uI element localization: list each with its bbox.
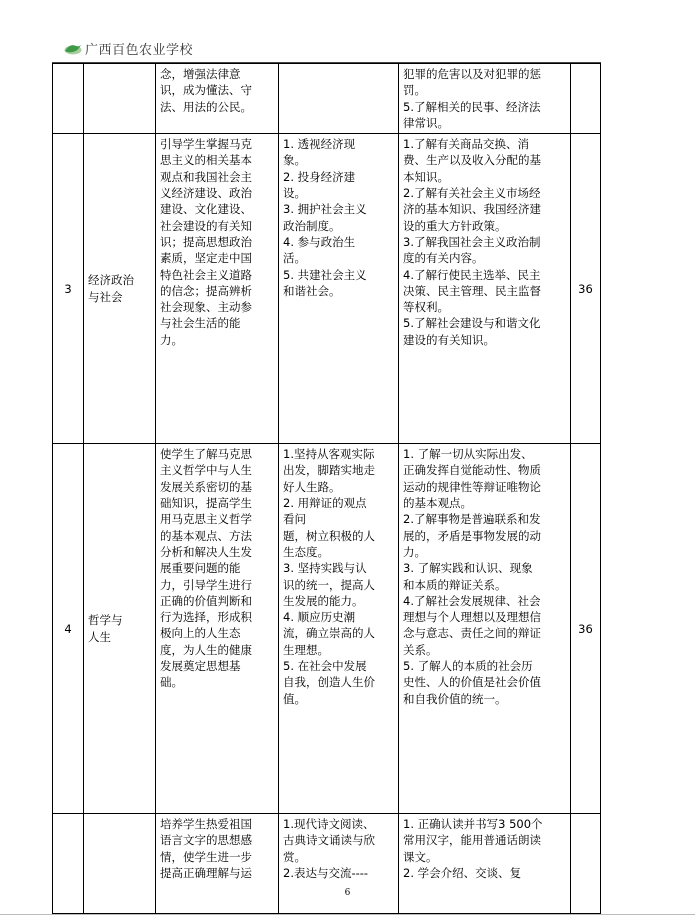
text-line: 2.了解有关社会主义市场经 bbox=[403, 186, 541, 201]
cell-requirements bbox=[399, 444, 571, 814]
cell-teaching-goal bbox=[156, 814, 279, 914]
text-line: 提高正确理解与运 bbox=[160, 866, 252, 881]
text-line: 济的基本知识、我国经济建 bbox=[403, 202, 541, 217]
text-line: 5.了解相关的民事、经济法 bbox=[403, 99, 541, 114]
text-line: 用马克思主义哲学 bbox=[160, 512, 252, 527]
cell-hours bbox=[571, 64, 601, 134]
text-line: 义经济建设、政治 bbox=[160, 186, 252, 201]
text-line: 流，确立崇高的人 bbox=[283, 626, 375, 641]
cell-requirements bbox=[399, 814, 571, 914]
text-line: 3.了解我国社会主义政治制 bbox=[403, 234, 541, 249]
text-line: 展的，矛盾是事物发展的动 bbox=[403, 528, 541, 543]
text-line: 发展奠定思想基 bbox=[160, 659, 241, 674]
text-line: 活。 bbox=[283, 251, 306, 266]
cell-course-name bbox=[84, 64, 156, 134]
text-line: 史性、人的价值是社会价值 bbox=[403, 675, 541, 690]
text-line: 主义哲学中与人生 bbox=[160, 463, 252, 478]
cell-teaching-goal bbox=[156, 134, 279, 444]
text-line: 展重要问题的能 bbox=[160, 561, 241, 576]
school-name: 广西百色农业学校 bbox=[85, 42, 194, 58]
text-line: 政治制度。 bbox=[283, 218, 341, 233]
text-line: 识，成为懂法、守 bbox=[160, 83, 252, 98]
text-line: 1.坚持从客观实际 bbox=[283, 447, 375, 462]
text-line: 念与意志、责任之间的辩证 bbox=[403, 626, 541, 641]
page-bottom-rule bbox=[0, 914, 695, 915]
text-line: 思主义的相关基本 bbox=[160, 153, 252, 168]
text-line: 识；提高思想政治 bbox=[160, 234, 252, 249]
text-line: 4. 参与政治生 bbox=[283, 234, 356, 249]
text-line: 设的重大方针政策。 bbox=[403, 218, 507, 233]
text-line: 5.了解社会建设与和谐文化 bbox=[403, 316, 541, 331]
text-line: 和自我价值的统一。 bbox=[403, 691, 507, 706]
text-line: 与社会生活的能 bbox=[160, 316, 241, 331]
text-line: 度，为人生的健康 bbox=[160, 642, 252, 657]
text-line: 赏。 bbox=[283, 849, 306, 864]
text-line: 2.表达与交流---- bbox=[283, 866, 369, 881]
text-line: 法、用法的公民。 bbox=[160, 99, 252, 114]
text-line: 1. 了解一切从实际出发、 bbox=[403, 447, 533, 462]
text-line: 5. 在社会中发展 bbox=[283, 659, 367, 674]
text-line: 的信念；提高辨析 bbox=[160, 283, 252, 298]
page-number: 6 bbox=[344, 888, 351, 898]
text-line: 决策、民主管理、民主监督 bbox=[403, 283, 541, 298]
text-line: 4.了解社会发展规律、社会 bbox=[403, 593, 541, 608]
text-line: 使学生了解马克思 bbox=[160, 447, 252, 462]
cell-requirements bbox=[399, 64, 571, 134]
text-line: 等权利。 bbox=[403, 300, 449, 315]
cell-teaching-goal bbox=[156, 444, 279, 814]
text-line: 语言文字的思想感 bbox=[160, 833, 252, 848]
text-line: 建设、文化建设、 bbox=[160, 202, 252, 217]
text-line: 看问 bbox=[283, 512, 306, 527]
text-line: 正确的价值判断和 bbox=[160, 593, 252, 608]
text-line: 常用汉字，能用普通话朗读 bbox=[403, 833, 541, 848]
text-line: 人生 bbox=[88, 629, 111, 644]
cell-hours: 36 bbox=[571, 444, 601, 814]
cell-topics bbox=[279, 64, 399, 134]
text-line: 自我，创造人生价 bbox=[283, 675, 375, 690]
text-line: 和谐社会。 bbox=[283, 283, 341, 298]
text-line: 生发展的能力。 bbox=[283, 593, 364, 608]
cell-course-name bbox=[84, 814, 156, 914]
cell-topics bbox=[279, 134, 399, 444]
cell-requirements bbox=[399, 134, 571, 444]
text-line: 引导学生掌握马克 bbox=[160, 137, 252, 152]
cell-index: 3 bbox=[53, 134, 84, 444]
text-line: 1. 透视经济现 bbox=[283, 137, 356, 152]
text-line: 出发，脚踏实地走 bbox=[283, 463, 375, 478]
text-line: 社会现象、主动参 bbox=[160, 300, 252, 315]
text-line: 发展关系密切的基 bbox=[160, 479, 252, 494]
text-line: 3. 拥护社会主义 bbox=[283, 202, 367, 217]
text-line: 观点和我国社会主 bbox=[160, 169, 252, 184]
cell-teaching-goal bbox=[156, 64, 279, 134]
table-row bbox=[53, 444, 601, 814]
text-line: 情，使学生进一步 bbox=[160, 849, 252, 864]
text-line: 罚。 bbox=[403, 83, 426, 98]
text-line: 力，引导学生进行 bbox=[160, 577, 252, 592]
text-line: 值。 bbox=[283, 691, 306, 706]
text-line: 本知识。 bbox=[403, 169, 449, 184]
text-line: 3. 了解实践和认识、现象 bbox=[403, 561, 533, 576]
text-line: 的基本观点。 bbox=[403, 496, 472, 511]
text-line: 理想与个人理想以及理想信 bbox=[403, 610, 541, 625]
text-line: 度的有关内容。 bbox=[403, 251, 484, 266]
text-line: 哲学与 bbox=[88, 613, 123, 628]
text-line: 2. 投身经济建 bbox=[283, 169, 356, 184]
cell-index: 4 bbox=[53, 444, 84, 814]
text-line: 与社会 bbox=[88, 289, 123, 304]
table-row bbox=[53, 134, 601, 444]
text-line: 2. 学会介绍、交谈、复 bbox=[403, 866, 522, 881]
text-line: 念，增强法律意 bbox=[160, 67, 241, 81]
text-line: 象。 bbox=[283, 153, 306, 168]
cell-index bbox=[53, 64, 84, 134]
text-line: 的基本观点、方法 bbox=[160, 528, 252, 543]
text-line: 古典诗文诵读与欣 bbox=[283, 833, 375, 848]
text-line: 4. 顺应历史潮 bbox=[283, 610, 356, 625]
cell-hours: 36 bbox=[571, 134, 601, 444]
cell-course-name bbox=[84, 134, 156, 444]
text-line: 培养学生热爱祖国 bbox=[160, 817, 252, 832]
cell-topics bbox=[279, 444, 399, 814]
text-line: 2.了解事物是普遍联系和发 bbox=[403, 512, 541, 527]
text-line: 题，树立积极的人 bbox=[283, 528, 375, 543]
text-line: 建设的有关知识。 bbox=[403, 332, 495, 347]
text-line: 生理想。 bbox=[283, 642, 329, 657]
text-line: 素质，坚定走中国 bbox=[160, 251, 252, 266]
text-line: 极向上的人生态 bbox=[160, 626, 241, 641]
text-line: 生态度。 bbox=[283, 544, 329, 559]
text-line: 础知识，提高学生 bbox=[160, 496, 252, 511]
text-line: 关系。 bbox=[403, 642, 438, 657]
text-line: 础。 bbox=[160, 675, 183, 690]
text-line: 1.了解有关商品交换、消 bbox=[403, 137, 529, 152]
text-line: 1. 正确认读并书写3 500个 bbox=[403, 817, 543, 832]
text-line: 正确发挥自觉能动性、物质 bbox=[403, 463, 541, 478]
text-line: 和本质的辩证关系。 bbox=[403, 577, 507, 592]
text-line: 5. 共建社会主义 bbox=[283, 267, 367, 282]
text-line: 4.了解行使民主选举、民主 bbox=[403, 267, 541, 282]
cell-index bbox=[53, 814, 84, 914]
text-line: 3. 坚持实践与认 bbox=[283, 561, 367, 576]
text-line: 设。 bbox=[283, 186, 306, 201]
text-line: 分析和解决人生发 bbox=[160, 544, 252, 559]
table-row bbox=[53, 814, 601, 914]
text-line: 2. 用辩证的观点 bbox=[283, 496, 367, 511]
text-line: 运动的规律性等辩证唯物论 bbox=[403, 479, 541, 494]
text-line: 经济政治 bbox=[88, 273, 134, 288]
text-line: 力。 bbox=[403, 544, 426, 559]
text-line: 社会建设的有关知 bbox=[160, 218, 252, 233]
cell-topics bbox=[279, 814, 399, 914]
text-line: 课文。 bbox=[403, 849, 438, 864]
text-line: 识的统一，提高人 bbox=[283, 577, 375, 592]
text-line: 特色社会主义道路 bbox=[160, 267, 252, 282]
text-line: 费、生产以及收入分配的基 bbox=[403, 153, 541, 168]
text-line: 好人生路。 bbox=[283, 479, 341, 494]
cell-hours bbox=[571, 814, 601, 914]
table-row bbox=[53, 64, 601, 134]
text-line: 律常识。 bbox=[403, 115, 449, 130]
cell-course-name bbox=[84, 444, 156, 814]
text-line: 5. 了解人的本质的社会历 bbox=[403, 659, 533, 674]
text-line: 1.现代诗文阅读、 bbox=[283, 817, 375, 832]
text-line: 行为选择，形成积 bbox=[160, 610, 252, 625]
text-line: 力。 bbox=[160, 332, 183, 347]
school-logo-icon bbox=[64, 41, 82, 55]
page-header bbox=[64, 36, 193, 60]
curriculum-table bbox=[52, 63, 601, 914]
text-line: 犯罪的危害以及对犯罪的惩 bbox=[403, 67, 541, 81]
